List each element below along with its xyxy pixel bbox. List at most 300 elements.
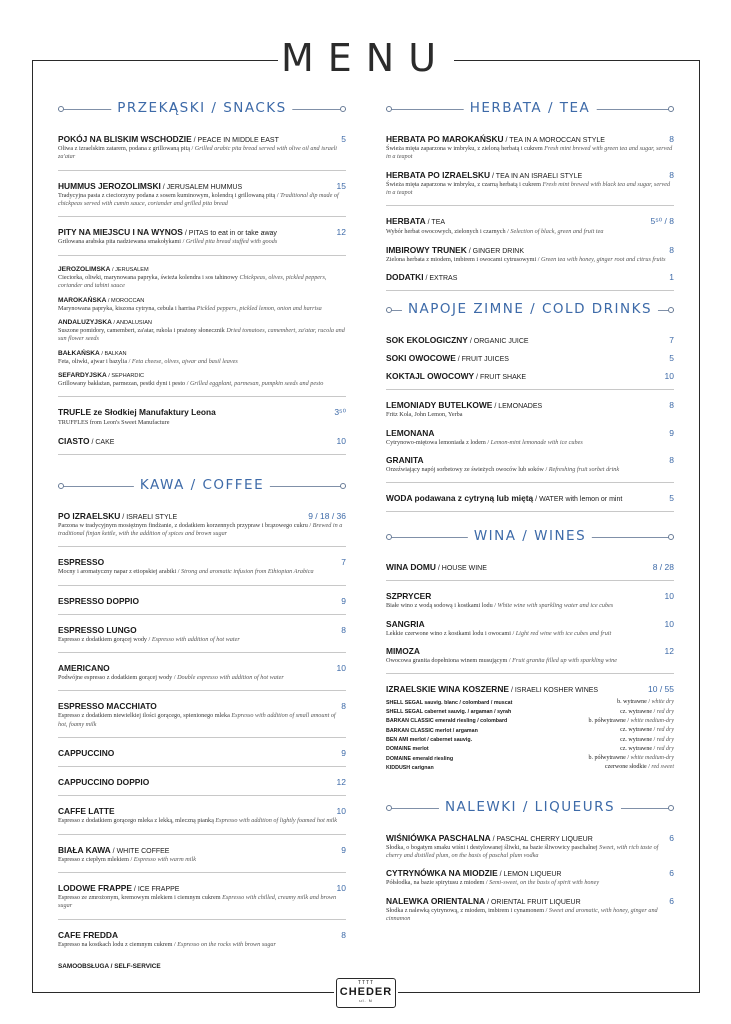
kosher-wine-row — [386, 708, 674, 717]
menu-item-row — [386, 562, 674, 572]
menu-item-row — [386, 353, 674, 363]
kosher-wine-type-en: red dry — [656, 736, 674, 743]
menu-item-description-pl: Lekkie czerwone wino z kostkami lodu i owocami / — [386, 629, 515, 637]
menu-item-name-en: ICE FRAPPE — [137, 885, 180, 893]
menu-item-description-pl: Świeża mięta zaparzona w imbryku, z zieloną herbatą i cukrem — [386, 145, 543, 152]
menu-item-price: 9 — [341, 844, 346, 855]
menu-item-description — [58, 358, 346, 366]
menu-item-price: 10 — [336, 806, 346, 817]
menu-item-name-en: JERUSALEM — [115, 266, 149, 273]
menu-item-row — [386, 216, 674, 227]
menu-item-price: 7 — [669, 335, 674, 346]
menu-item — [386, 400, 674, 419]
menu-item — [58, 777, 346, 796]
menu-item-separator: / — [110, 847, 117, 855]
menu-item-name-pl: LODOWE FRAPPE — [58, 882, 132, 893]
menu-item-description — [58, 894, 346, 911]
kosher-wine-type-en: red dry — [656, 727, 674, 734]
menu-item-separator: / — [474, 374, 480, 382]
menu-item — [58, 663, 346, 691]
menu-item-name-pl: BAŁKAŃSKA — [58, 349, 100, 357]
menu-item — [58, 372, 346, 397]
menu-item-description-pl: Parzona w tradycyjnym mosiężnym findżanie, z dodatkiem korzennych przypraw i brązowego cukru / — [58, 521, 312, 529]
menu-item-name-en: WATER with lemon or mint — [539, 496, 623, 504]
menu-item-description-en: Double espresso with addition of hot water — [177, 674, 284, 682]
menu-item-price: 5 — [669, 493, 674, 504]
menu-item-row — [58, 181, 346, 191]
coffee-list — [58, 511, 346, 949]
menu-item-row — [386, 684, 674, 694]
menu-item-price: 6 — [669, 832, 674, 843]
menu-item-name — [386, 335, 529, 345]
menu-item-row — [58, 701, 346, 711]
menu-item-separator: / — [182, 230, 189, 238]
kosher-wine-row — [386, 763, 674, 772]
menu-item-row — [386, 272, 674, 282]
frame-bottom-right — [398, 992, 700, 993]
menu-item-price: 12 — [336, 777, 346, 788]
menu-item-name-pl: NALEWKA ORIENTALNA — [386, 895, 486, 906]
menu-item-description-en: Grilled pita bread stuffed with goods — [185, 238, 278, 246]
menu-item-name-pl: SANGRIA — [386, 618, 425, 629]
menu-item-description-pl: Świeża mięta zaparzona w imbryku, z czarną herbatą i cukrem — [386, 180, 541, 188]
menu-item-name-pl: WIŚNIÓWKA PASCHALNA — [386, 832, 491, 843]
menu-item-price: 10 — [664, 371, 674, 382]
menu-item-name-en: HOUSE WINE — [441, 565, 487, 573]
menu-item-description-pl: Espresso ze zmrożonym, kremowym mlekiem i ciemnym cukrem — [58, 893, 221, 901]
menu-item-price: 10 — [336, 663, 346, 674]
menu-item-description — [386, 630, 674, 638]
menu-item-name-pl: JEROZOLIMSKA — [58, 265, 111, 273]
menu-item-name — [58, 372, 144, 379]
kosher-wine-type — [558, 726, 674, 735]
menu-item-description-en: Espresso with addition of lightly foamed hot milk — [215, 817, 338, 825]
kosher-wine-name: BARKAN CLASSIC emerald riesling / colombard — [386, 718, 508, 725]
menu-item-description-en: Pickled peppers, pickled lemon, onion and harrisa — [196, 304, 322, 312]
section-header-snacks: PRZEKĄSKI / SNACKS — [58, 100, 346, 120]
menu-item — [386, 134, 674, 162]
menu-item-name — [58, 181, 242, 191]
menu-item-name-en: ORGANIC JUICE — [473, 338, 529, 346]
menu-item-name-pl: MAROKAŃSKA — [58, 296, 107, 304]
menu-item-row — [58, 350, 346, 357]
menu-item-separator: / — [111, 319, 117, 326]
menu-item-name — [386, 134, 605, 144]
kosher-wine-type — [558, 736, 674, 745]
cold-drinks-list — [386, 335, 674, 512]
menu-item-description — [386, 181, 674, 198]
menu-item-name-pl: LEMONIADY BUTELKOWE — [386, 400, 493, 411]
menu-item-description-en: Refreshing fruit sorbet drink — [548, 465, 620, 473]
menu-item — [58, 181, 346, 218]
menu-item-name — [386, 493, 622, 503]
menu-item-description-pl: Owocowa granita dopełniona winem musującym / — [386, 656, 511, 664]
menu-item-separator: / — [110, 266, 116, 273]
menu-item-price: 10 — [664, 618, 674, 629]
menu-item — [58, 319, 346, 344]
kosher-wine-type-en: red sweet — [651, 764, 674, 771]
menu-item-description-en: White wine with sparkling water and ice cubes — [497, 602, 614, 610]
menu-item — [58, 407, 346, 427]
menu-item-separator: / — [455, 356, 462, 364]
menu-item-separator: / — [425, 219, 432, 227]
menu-item-row — [58, 319, 346, 326]
menu-item-description-en: Fruit granita filled up with sparkling wine — [512, 656, 617, 664]
menu-item-name — [58, 436, 114, 446]
menu-item — [386, 493, 674, 512]
wines-list — [386, 562, 674, 694]
menu-item-description — [386, 602, 674, 610]
menu-item-price: 10 — [664, 591, 674, 602]
menu-item-name-pl: DODATKI — [386, 272, 424, 283]
menu-item-name-pl: ANDALUZYJSKA — [58, 318, 112, 326]
menu-item-row — [58, 436, 346, 446]
menu-item-name-pl: WINA DOMU — [386, 562, 436, 573]
menu-item-name-pl: GRANITA — [386, 454, 424, 465]
menu-item-name-pl: LEMONANA — [386, 427, 435, 438]
menu-item-name-pl: TRUFLE ze Słodkiej Manufaktury Leona — [58, 407, 216, 418]
menu-item-description — [386, 844, 674, 861]
menu-item-description-en: Espresso with addition of small amount of hot, foamy milk — [58, 712, 336, 728]
menu-item — [58, 297, 346, 313]
menu-item-separator: / — [490, 172, 496, 180]
menu-item-price: 15 — [336, 180, 346, 191]
menu-item-description — [58, 327, 346, 344]
menu-item-name — [386, 684, 598, 694]
menu-item-name — [386, 245, 524, 255]
menu-item-price: 10 — [336, 882, 346, 893]
menu-item-description-pl: Tradycyjna pasta z cieciorzyny podana z sosem kuminowym, kolendrą i grillowaną pitą / — [58, 191, 279, 199]
menu-item-name-pl: SZPRYCER — [386, 591, 432, 602]
menu-item-description-en: Espresso on the rocks with brown sugar — [177, 940, 276, 948]
kosher-wine-type-pl: cz. wytrawne / — [620, 708, 656, 715]
menu-item-name-en: SEPHARDIC — [111, 372, 145, 379]
menu-item-row — [58, 663, 346, 673]
menu-item-description — [58, 305, 346, 313]
menu-item-row — [386, 868, 674, 878]
menu-item-name — [58, 134, 279, 144]
section-header-coffee: KAWA / COFFEE — [58, 477, 346, 497]
kosher-wine-type-pl: cz. wytrawne / — [620, 736, 656, 743]
menu-item-separator: / — [99, 350, 105, 357]
menu-item-description — [386, 466, 674, 474]
menu-item-description — [386, 145, 674, 162]
menu-item-separator: / — [509, 687, 515, 695]
menu-item-price: 12 — [336, 227, 346, 238]
menu-item-description-pl: Oliwa z izraelskim zatarem, podana z grillowaną pitą / — [58, 145, 194, 152]
menu-item-row — [58, 266, 346, 273]
kosher-wine-row — [386, 726, 674, 735]
menu-item — [386, 591, 674, 610]
kosher-wine-name: DOMAINE emerald riesling — [386, 755, 454, 762]
kosher-wines-table — [386, 698, 674, 772]
menu-item — [58, 596, 346, 615]
menu-item — [58, 806, 346, 834]
menu-item — [386, 896, 674, 924]
menu-item-description — [58, 856, 346, 864]
menu-item-description-en: Feta cheese, olives, ajwar and basil leaves — [131, 357, 238, 365]
menu-item-separator: / — [435, 565, 442, 573]
menu-item — [386, 646, 674, 674]
menu-item-separator: / — [120, 513, 127, 521]
kosher-wine-name: BARKAN CLASSIC merlot / argaman — [386, 727, 478, 734]
menu-item — [386, 455, 674, 483]
menu-item — [58, 266, 346, 291]
menu-item-price: 6 — [669, 868, 674, 879]
menu-item-row — [58, 883, 346, 893]
menu-item-name — [386, 868, 561, 878]
menu-item-name-pl: AMERICANO — [58, 663, 110, 674]
menu-item-price: 8 / 28 — [652, 562, 674, 573]
menu-item-price: 5 — [669, 353, 674, 364]
menu-item-description — [58, 712, 346, 729]
menu-item-price: 9 / 18 / 36 — [308, 510, 346, 521]
menu-item-description — [58, 380, 346, 388]
menu-item-description-pl: Cieciorka, oliwki, marynowana papryka, świeża kolendra i sos tahinowy — [58, 273, 238, 281]
kosher-wine-type-pl: cz. wytrawne / — [620, 745, 656, 752]
menu-item-description — [386, 879, 674, 887]
menu-item — [58, 227, 346, 255]
menu-item-row — [58, 297, 346, 304]
menu-item — [58, 930, 346, 949]
kosher-wine-type — [558, 717, 674, 726]
menu-item — [58, 134, 346, 171]
kosher-wine-name: KIDDUSH carignan — [386, 764, 434, 771]
menu-item-row — [58, 930, 346, 940]
menu-item-name-pl: ESPRESSO LUNGO — [58, 624, 137, 635]
menu-item-description-en: Espresso with chilled, creamy milk and brown sugar — [58, 893, 337, 910]
menu-item-row — [386, 896, 674, 906]
menu-item-separator: / — [497, 871, 504, 879]
section-header-cold-drinks: NAPOJE ZIMNE / COLD DRINKS — [386, 301, 674, 321]
menu-item-row — [386, 455, 674, 465]
menu-item-name-pl: CAFFE LATTE — [58, 806, 115, 817]
menu-item — [58, 845, 346, 873]
menu-item-row — [58, 134, 346, 144]
menu-item-name — [386, 896, 581, 906]
cheder-logo: TTTT CHEDER ul. N — [336, 978, 396, 1008]
menu-item-row — [58, 407, 346, 418]
menu-item — [386, 562, 674, 581]
menu-item-name — [58, 845, 169, 855]
menu-item — [58, 701, 346, 738]
menu-item-name — [58, 777, 149, 787]
menu-item-name — [386, 646, 420, 656]
menu-item-name-pl: ESPRESSO MACCHIATO — [58, 701, 157, 712]
menu-item-name — [386, 833, 593, 843]
menu-item-description — [58, 817, 346, 825]
menu-item-price: 10 — [336, 435, 346, 446]
menu-item-description — [58, 636, 346, 644]
menu-item-description-pl: Feta, oliwki, ajwar i bazylia / — [58, 357, 131, 365]
menu-item-name-pl: KOKTAJL OWOCOWY — [386, 371, 475, 382]
menu-item-price: 9 — [669, 427, 674, 438]
menu-item-name — [386, 428, 434, 438]
menu-item-name — [386, 170, 582, 180]
left-column — [58, 100, 346, 970]
menu-item-price: 8 — [669, 244, 674, 255]
menu-item-price: 8 — [669, 454, 674, 465]
menu-item-description-en: Strong and aromatic infusion from Ethiopian Arabica — [181, 568, 314, 576]
menu-item-name-en: ISRAELI STYLE — [126, 513, 178, 521]
menu-item-price: 8 — [669, 169, 674, 180]
menu-item-price: 8 — [341, 701, 346, 712]
menu-item-name — [58, 806, 115, 816]
menu-item-name-pl: MIMOZA — [386, 645, 420, 656]
menu-item-description-pl: Grillowany bakłażan, parmezan, pestki dyni i pesto / — [58, 379, 189, 387]
menu-item-description-pl: Słodka z nalewką cytrynową, z miodem, imbirem i cynamonem / — [386, 906, 548, 914]
menu-item-separator: / — [106, 297, 112, 304]
menu-item-description-en: Dried tomatoes, camembert, za'atar, rucola and sun flower seeds — [58, 326, 345, 343]
menu-item-separator: / — [191, 137, 198, 144]
menu-item — [386, 868, 674, 887]
menu-item-description-pl: Espresso z dodatkiem niewielkiej ilości gorącego, spienionego mleka — [58, 712, 230, 720]
menu-item-name-en: BALKAN — [104, 350, 127, 357]
kosher-wine-name: DOMAINE merlot — [386, 746, 429, 753]
kosher-wine-type — [558, 754, 674, 763]
snacks-extra-list — [58, 407, 346, 454]
menu-item-description-pl: Suszone pomidory, camembert, za'atar, rukola i prażony słonecznik — [58, 326, 225, 334]
menu-item — [58, 748, 346, 767]
menu-item-price: 5 — [341, 134, 346, 144]
menu-item-name-pl: CIASTO — [58, 435, 90, 446]
menu-item-name — [58, 350, 127, 357]
menu-item — [58, 625, 346, 653]
snacks-list — [58, 134, 346, 256]
menu-item-price: 12 — [664, 645, 674, 656]
menu-item — [386, 170, 674, 207]
kosher-wine-name: BEN AMI merlot / cabernet sauvig. — [386, 737, 473, 744]
kosher-wine-type-en: red dry — [656, 708, 674, 715]
section-header-tea: HERBATA / TEA — [386, 100, 674, 120]
menu-item-description — [58, 274, 346, 291]
right-column — [386, 100, 674, 931]
kosher-wine-type — [558, 745, 674, 754]
menu-item-row — [386, 170, 674, 180]
menu-item-name — [58, 625, 137, 635]
menu-item-description-pl: Wybór herbat owocowych, zielonych i czarnych / — [386, 228, 509, 236]
menu-item-description-pl: Białe wino z wodą sodową i kostkami lodu / — [386, 602, 496, 610]
menu-item-row — [58, 511, 346, 521]
menu-item-description-en: Green tea with honey, ginger root and citrus fruits — [541, 255, 666, 263]
menu-item-row — [58, 372, 346, 379]
liqueurs-list — [386, 833, 674, 924]
menu-item-name — [58, 748, 114, 758]
menu-item-row — [58, 625, 346, 635]
menu-item-separator: / — [503, 137, 510, 144]
kosher-wine-name: SHELL SEGAL sauvig. blanc / colombard / muscat — [386, 699, 513, 706]
menu-item-price: 6 — [669, 895, 674, 906]
menu-item-name-pl: BIAŁA KAWA — [58, 844, 111, 855]
kosher-wine-type-pl: b. półwytrawne / — [588, 755, 629, 762]
kosher-wine-type-pl: cz. wytrawne / — [620, 727, 656, 734]
menu-item-name — [58, 407, 216, 417]
menu-item-description-en: Sweet, with rich taste of cherry and distilled plum, on the basis of paschal plum vodka — [386, 843, 659, 860]
menu-item-description — [58, 192, 346, 209]
menu-item-name-en: FRUIT SHAKE — [479, 374, 527, 382]
menu-item-name — [386, 455, 424, 465]
menu-item-name-pl: PITY NA MIEJSCU I NA WYNOS — [58, 227, 183, 238]
menu-item-name — [58, 930, 118, 940]
menu-item-description — [58, 568, 346, 576]
menu-item — [386, 272, 674, 291]
menu-item-description-en: Espresso with addition of hot water — [151, 635, 240, 643]
menu-item-description-pl: TRUFFLES from Leon's Sweet Manufacture — [58, 419, 170, 427]
menu-item-row — [58, 806, 346, 816]
menu-item-name — [58, 701, 157, 711]
menu-item-description-pl: Cytrynowo-miętowa lemoniada z lodem / — [386, 438, 490, 446]
section-header-wines: WINA / WINES — [386, 528, 674, 548]
menu-item-description-pl: Marynowana papryka, kiszona cytryna, cebula i harrisa — [58, 304, 196, 312]
menu-item-description-pl: Mocny i aromatyczny napar z etiopskiej arabiki / — [58, 568, 180, 576]
frame-bottom-left — [32, 992, 334, 993]
menu-item-separator: / — [423, 275, 430, 283]
menu-item-name-pl: WODA podawana z cytryną lub miętą — [386, 493, 534, 504]
menu-item-name-en: GINGER DRINK — [472, 247, 524, 255]
menu-item-name-pl: SOK EKOLOGICZNY — [386, 335, 468, 346]
kosher-wine-type — [558, 763, 674, 772]
menu-item-name-pl: HERBATA PO MAROKAŃSKU — [386, 134, 504, 144]
menu-item-name-pl: SOKI OWOCOWE — [386, 353, 456, 364]
menu-item-description — [386, 657, 674, 665]
menu-item-description-pl: Orzeźwiający napój sorbetowy ze świeżych owoców lub soków / — [386, 465, 548, 473]
menu-item-name — [58, 883, 179, 893]
menu-item-description-pl: Fritz Kola, John Lemon, Yerba — [386, 411, 463, 419]
menu-item-separator: / — [492, 403, 499, 411]
kosher-wine-type-pl: b. wytrawne / — [617, 699, 650, 706]
menu-item-description-en: Espresso with warm milk — [133, 855, 196, 863]
menu-item-separator: / — [160, 183, 167, 191]
menu-item-row — [58, 845, 346, 855]
menu-item — [58, 511, 346, 548]
menu-item-description-en: Fresh mint brewed with green tea and sugar, served in a teapot — [386, 145, 673, 161]
menu-item-name — [58, 227, 277, 237]
kosher-wine-type-en: red dry — [656, 745, 674, 752]
kosher-wine-type — [558, 708, 674, 717]
menu-item-separator: / — [466, 247, 473, 255]
menu-item-description-pl: Słodka, o bogatym smaku wiśni i destylowanej śliwki, na bazie śliwowicy paschalnej — [386, 843, 598, 851]
menu-item-description-en: Semi-sweet, on the basis of spirit with honey — [489, 879, 600, 887]
menu-item-price: 7 — [341, 557, 346, 568]
menu-item-description-pl: Podwójne espresso z dodatkiem gorącej wody / — [58, 674, 176, 682]
menu-item-name-en: WHITE COFFEE — [116, 847, 170, 855]
menu-item — [386, 619, 674, 638]
menu-item-description-pl: Espresso z dodatkiem gorącego mleka z lekką, mleczną pianką — [58, 817, 214, 825]
menu-item-name-en: LEMONADES — [498, 403, 543, 411]
menu-item-description — [386, 411, 674, 419]
menu-item-description-pl: Zielona herbata z miodem, imbirem i owocami cytrusowymi / — [386, 255, 540, 263]
menu-item-row — [386, 371, 674, 381]
kosher-wine-type — [558, 698, 674, 707]
menu-item-separator: / — [533, 496, 540, 504]
page-title: MENU — [280, 36, 451, 80]
menu-item-description-en: Light red wine with ice cubes and fruit — [515, 629, 612, 637]
kosher-wine-type-pl: czerwone słodkie / — [604, 764, 650, 771]
menu-item-name — [58, 557, 104, 567]
menu-item-separator: / — [467, 338, 474, 346]
menu-item — [386, 216, 674, 236]
menu-item-name-pl: PO IZRAELSKU — [58, 510, 121, 521]
menu-item — [386, 245, 674, 264]
menu-item — [386, 335, 674, 345]
menu-item-name-pl: CAFE FREDDA — [58, 929, 119, 940]
menu-item-name-pl: IZRAELSKIE WINA KOSZERNE — [386, 684, 509, 695]
menu-item — [58, 883, 346, 920]
menu-item-row — [386, 245, 674, 255]
menu-item-name-pl: SEFARDYJSKA — [58, 371, 107, 379]
menu-item-name-pl: POKÓJ NA BLISKIM WSCHODZIE — [58, 134, 192, 144]
menu-item-name-en: ISRAELI KOSHER WINES — [514, 687, 599, 695]
